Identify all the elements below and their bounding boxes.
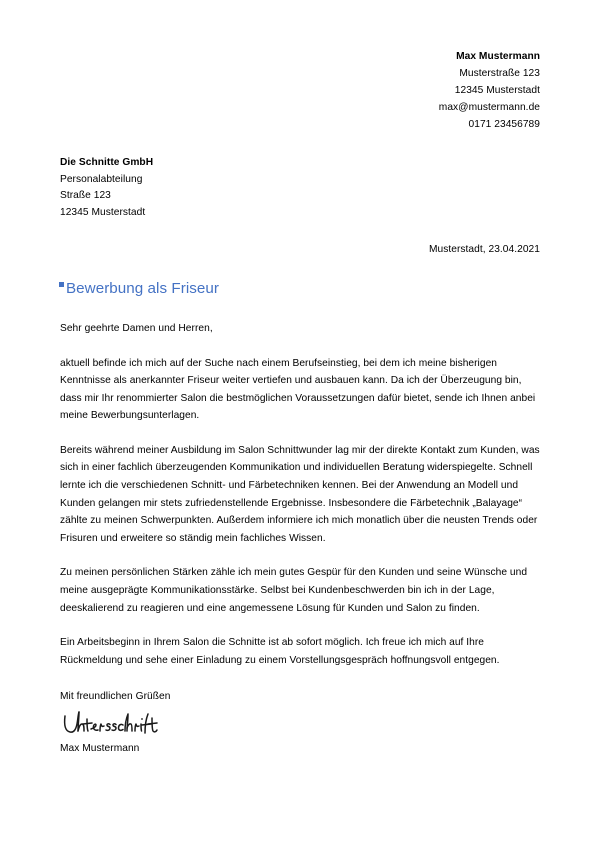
recipient-address-block bbox=[60, 155, 540, 221]
handwritten-signature bbox=[61, 708, 181, 740]
recipient-company: Die Schnitte GmbH bbox=[60, 157, 154, 168]
body-paragraph: Zu meinen persönlichen Stärken zähle ich mein gutes Gespür für den Kunden und seine Wünsche und meine ausgeprägte Kommunikationsstärke. Selbst bei Kundenbeschwerden bin ich in der Lage, deeskalierend zu reagieren und eine angemessene Lösung für Kunden und Salon zu finden. bbox=[60, 567, 528, 614]
body-paragraph: aktuell befinde ich mich auf der Suche nach einem Berufseinstieg, bei dem ich meine bisherigen Kenntnisse als anerkannter Friseur weiter vertiefen und ausbauen kann. Da ich der Überzeugung bin, dass mir Ihr renommierter Salon die bestmöglichen Voraussetzungen dafür bietet, sende ich Ihnen anbei meine Bewerbungsunterlagen. bbox=[60, 357, 536, 422]
recipient-street: Straße 123 bbox=[60, 190, 111, 201]
sender-name: Max Mustermann bbox=[456, 51, 540, 62]
sender-address-block bbox=[60, 48, 540, 133]
body-paragraph: Bereits während meiner Ausbildung im Salon Schnittwunder lag mir der direkte Kontakt zum Kunden, was sich in einer fachlich überzeugenden Kommunikation und individuellen Beratung widerspiegelte. Schnell lernte ich die verschiedenen Schnitt- und Färbetechniken kennen. Bei der Anwendung an Modell und Kunden gelangen mir stets zufriedenstellende Ergebnisse. Insbesondere die Färbetechnik „Balayage“ zählte zu meinen Schwerpunkten. Außerdem informiere ich mich monatlich über die neusten Trends oder Frisuren und erweitere so ständig mein fachliches Wissen. bbox=[60, 444, 540, 544]
salutation: Sehr geehrte Damen und Herren, bbox=[60, 323, 213, 334]
subject-text: Bewerbung als Friseur bbox=[66, 280, 219, 297]
sender-city: 12345 Musterstadt bbox=[454, 85, 540, 96]
sender-email: max@mustermann.de bbox=[438, 102, 540, 113]
closing-phrase: Mit freundlichen Grüßen bbox=[60, 691, 171, 703]
recipient-city: 12345 Musterstadt bbox=[60, 206, 146, 218]
body-paragraph: Ein Arbeitsbeginn in Ihrem Salon die Schnitte ist ab sofort möglich. Ich freue ich mich auf Ihre Rückmeldung und sehe einer Einladung zu einem Vorstellungsgespräch hoffnungsvoll entgegen. bbox=[60, 637, 500, 666]
square-bullet-icon bbox=[59, 282, 64, 287]
recipient-department: Personalabteilung bbox=[60, 173, 143, 185]
dateline: Musterstadt, 23.04.2021 bbox=[428, 244, 540, 255]
subject-heading bbox=[66, 279, 540, 299]
sender-phone: 0171 23456789 bbox=[468, 119, 540, 130]
sender-street: Musterstraße 123 bbox=[459, 68, 540, 79]
signer-name: Max Mustermann bbox=[60, 742, 140, 754]
